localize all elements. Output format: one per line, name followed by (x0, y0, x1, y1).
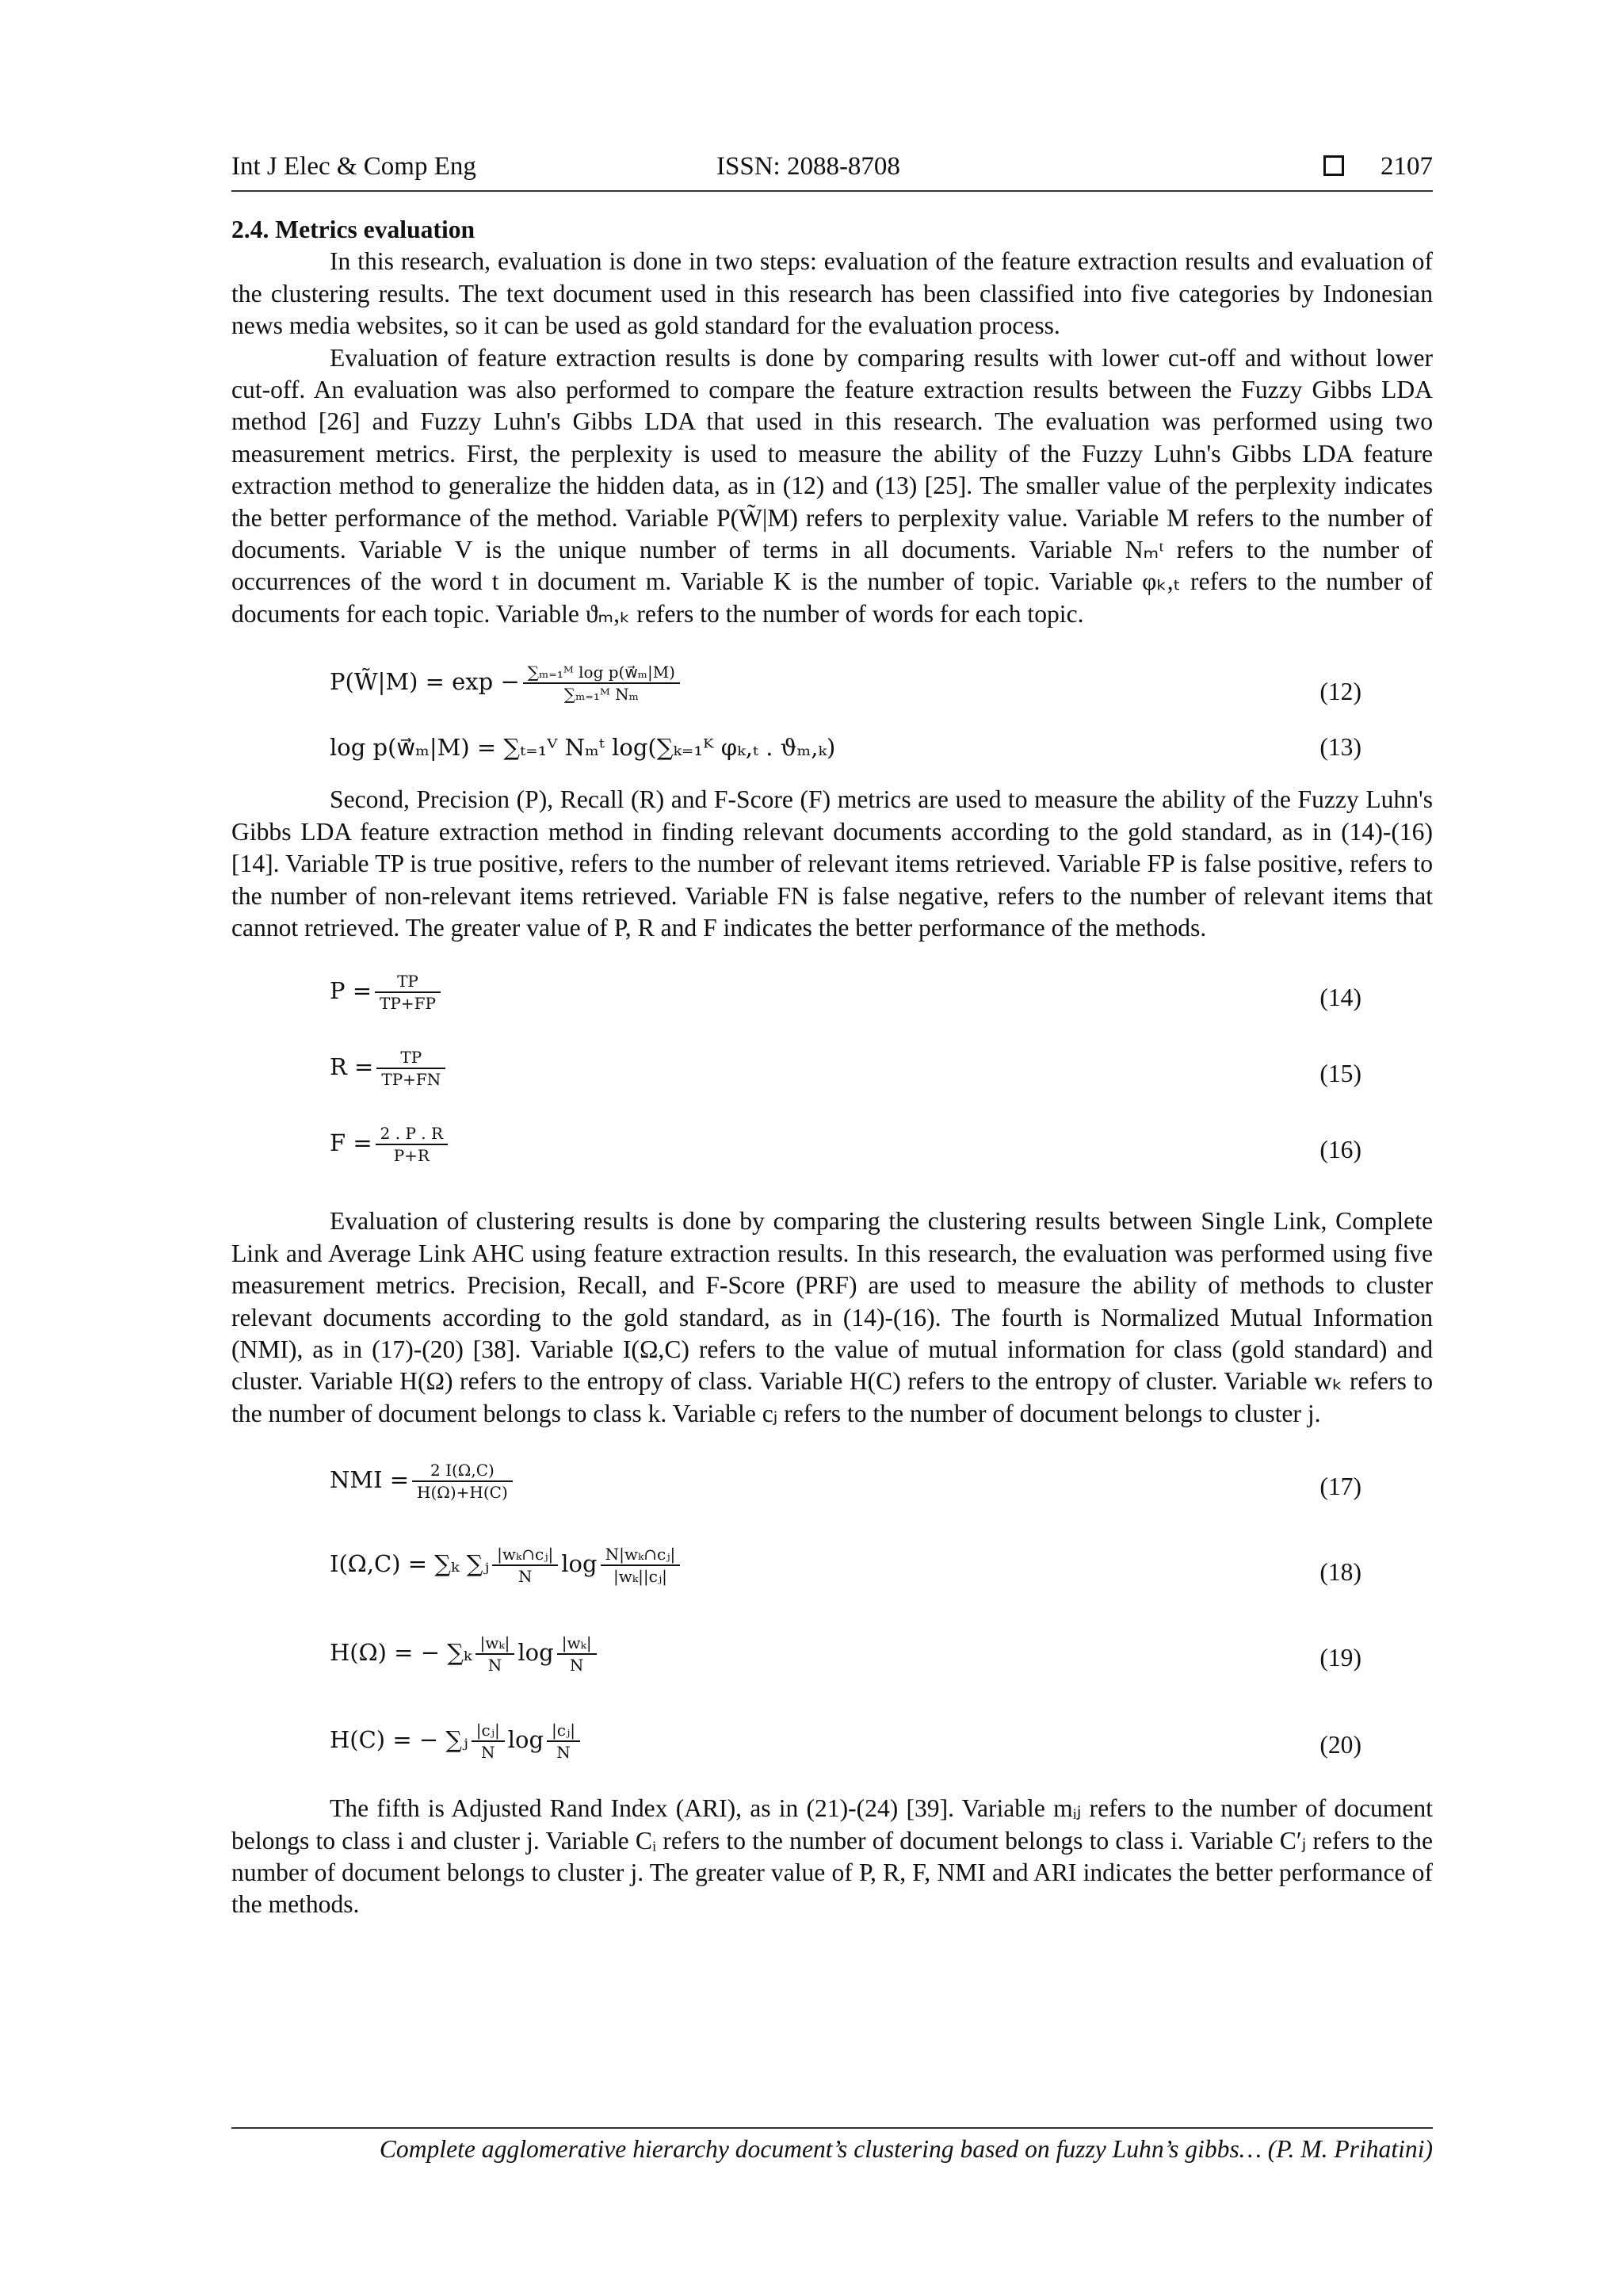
paragraph-1: In this research, evaluation is done in two steps: evaluation of the feature extraction results and evaluation of the clustering results. The text document used in this research has been classified into five categories by Indonesian news media websites, so it can be used as gold standard for the evaluation process. (231, 247, 1433, 340)
paragraph-5: The fifth is Adjusted Rand Index (ARI), as in (21)-(24) [39]. Variable mᵢⱼ refers to the number of document belongs to class i and cluster j. Variable Cᵢ refers to the number of document belongs to class i. Variable C′ⱼ refers to the number of document belongs to cluster j. The greater value of P, R, F, NMI and ARI indicates the better performance of the methods. (231, 1794, 1433, 1919)
equation-13: log p(w⃗ₘ|M) = ∑ₜ₌₁ⱽ Nₘᵗ log(∑ₖ₌₁ᴷ φₖ,ₜ . ϑₘ,ₖ) (13) (231, 720, 1433, 777)
page-number: 2107 (1381, 152, 1433, 181)
equation-14: P = $\frac{TP}{TP+FP}$ (14) (330, 972, 1361, 1014)
paragraph-3: Second, Precision (P), Recall (R) and F-Score (F) metrics are used to measure the ability of the Fuzzy Luhn's Gibbs LDA feature extraction method in finding relevant documents according to the gold standard, as in (14)-(16) [14]. Variable TP is true positive, refers to the number of relevant items retrieved. Variable FP is false positive, refers to the number of non-relevant items retrieved. Variable FN is false negative, refers to the number of relevant items that cannot retrieved. The greater value of P, R and F indicates the better performance of the methods. (231, 785, 1433, 942)
equation-number: (19) (1319, 1644, 1361, 1672)
equation-number: (16) (1319, 1136, 1361, 1164)
equation-20: H(C) = − ∑ⱼ $\frac{\text{|cⱼ|}}{N}$ log $\frac{\text{|cⱼ|}}{N}$ (20) (330, 1721, 1361, 1763)
equation-16: F = $\frac{2 . P . R}{P+R}$ (16) (330, 1124, 1361, 1166)
paragraph-4: Evaluation of clustering results is done by comparing the clustering results between Single Link, Complete Link and Average Link AHC using feature extraction results. In this research, the evaluation was performed using five measurement metrics. Precision, Recall, and F-Score (PRF) are used to measure the ability of methods to cluster relevant documents according to the gold standard, as in (14)-(16). The fourth is Normalized Mutual Information (NMI), as in (17)-(20) [38]. Variable I(Ω,C) refers to the value of mutual information for class (gold standard) and cluster. Variable H(Ω) refers to the entropy of class. Variable H(C) refers to the entropy of cluster. Variable wₖ refers to the number of document belongs to class k. Variable cⱼ refers to the number of document belongs to cluster j. (231, 1207, 1433, 1427)
page-header (231, 152, 1433, 192)
equation-number: (20) (1319, 1731, 1361, 1759)
journal-name: Int J Elec & Comp Eng (231, 152, 476, 181)
equation-number: (12) (1319, 678, 1361, 706)
equation-number: (17) (1319, 1473, 1361, 1501)
equation-18: I(Ω,C) = ∑ₖ ∑ⱼ $\frac{\text{|wₖ∩cⱼ|}}{N}$ log $\frac{\text{N|wₖ∩cⱼ|}}{\text{|wₖ||cⱼ|}}$ (18) (231, 1538, 1433, 1626)
issn: ISSN: 2088-8708 (716, 152, 900, 181)
section-title: 2.4. Metrics evaluation (231, 216, 475, 243)
page-footer: Complete agglomerative hierarchy document’s clustering based on fuzzy Luhn’s gibbs… (P. M. Prihatini) (231, 2127, 1433, 2164)
square-icon (1323, 155, 1344, 176)
equation-12: P(W̃|M) = exp − $\frac{\text{∑ₘ₌₁ᴹ log p(w⃗ₘ|M)}}{\text{∑ₘ₌₁ᴹ Nₘ}}$ (12) (231, 654, 1433, 720)
equation-number: (18) (1319, 1558, 1361, 1587)
page-number-group (1323, 152, 1433, 181)
equation-number: (15) (1319, 1060, 1361, 1088)
equation-number: (14) (1319, 984, 1361, 1012)
equation-number: (13) (1319, 733, 1361, 762)
equation-15: R = $\frac{TP}{TP+FN}$ (15) (330, 1048, 1361, 1090)
equation-19: H(Ω) = − ∑ₖ $\frac{\text{|wₖ|}}{N}$ log $\frac{\text{|wₖ|}}{N}$ (19) (330, 1633, 1361, 1675)
equation-17: NMI = $\frac{2 I(\Omega,C)}{H(\Omega)+H(C)}$ (17) (330, 1461, 1361, 1503)
paragraph-2: Evaluation of feature extraction results is done by comparing results with lower cut-off and without lower cut-off. An evaluation was also performed to compare the feature extraction results between the Fuzzy Gibbs LDA method [26] and Fuzzy Luhn's Gibbs LDA that used in this research. The evaluation was performed using two measurement metrics. First, the perplexity is used to measure the ability of the Fuzzy Luhn's Gibbs LDA feature extraction method to generalize the hidden data, as in (12) and (13) [25]. The smaller value of the perplexity indicates the better performance of the method. Variable P(W̃|M) refers to perplexity value. Variable M refers to the number of documents. Variable V is the unique number of terms in all documents. Variable Nₘᵗ refers to the number of occurrences of the word t in document m. Variable K is the number of topic. Variable φₖ,ₜ refers to the number of documents for each topic. Variable ϑₘ,ₖ refers to the number of words for each topic. (231, 343, 1433, 628)
main-content (231, 214, 1433, 1921)
